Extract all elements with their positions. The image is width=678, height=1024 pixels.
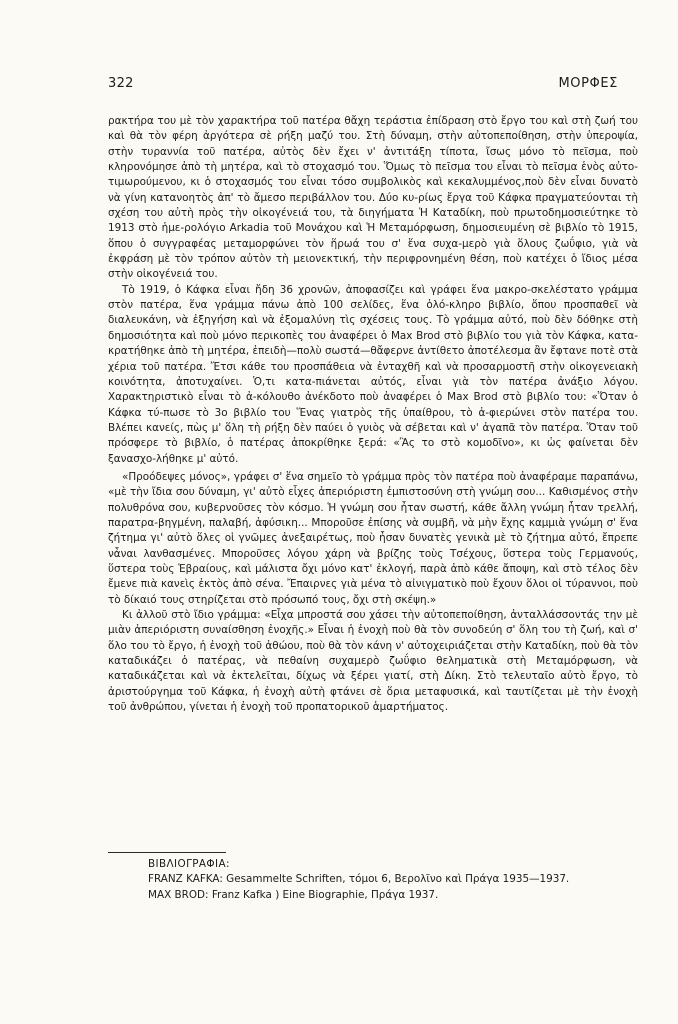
bibliography [108, 852, 638, 903]
paragraph-1: ρακτήρα του μὲ τὸν χαρακτήρα τοῦ πατέρα θἄχη τεράστια ἐπίδραση στὸ ἔργο του καὶ στὴ ζωή του καὶ θὰ τὸν φέρη ἀργότερα σὲ ρήξη μαζύ του. Στὴ δύναμη, στὴν αὐτοπεποίθηση, στὴν ὑπεροψία, στὴν τυραννία τοῦ πατέρα, αὐτὸς δὲν ἔχει ν' ἀντιτάξη τίποτα, ἴσως μόνο τὸ πεῖσμα, ποὺ κληρονόμησε ἀπὸ τὴ μητέρα, καὶ τὸ στοχασμό του. Ὅμως τὸ πεῖσμα του εἶναι τὸ πεῖσμα ἑνὸς αὐτο-τιμωρούμενου, κι ὁ στοχασμός του εἶναι τόσο συμβολικὸς καὶ κεκαλυμμένος,ποὺ δὲν εἶναι δυνατὸ νὰ γίνη κατανοητὸς ἀπ' τὸ ἄμεσο περιβάλλον του. Δύο κυ-ρίως ἔργα τοῦ Κάφκα πραγματεύονται τὴ σχέση του αὐτὴ πρὸς τὴν οἰκογένειά του, τὰ διηγήματα Ἡ Καταδίκη, ποὺ πρωτοδημοσιεύτηκε τὸ 1913 στὸ ἡμε-ρολόγιο Arkadia τοῦ Μονάχου καὶ Ἡ Μεταμόρφωση, δημοσιευμένη σὲ βιβλίο τὸ 1915, ὅπου ὁ συγγραφέας μεταμορφώνει τὸν ἥρωά του σ' ἕνα συχα-μερὸ γιὰ ὅλους ζωΰφιο, γιὰ νὰ ἐκφράση μὲ τὸν τρόπον αὐτὸν τὴ μειονεκτική, τὴν περιφρονημένη θέση, ποὺ κατέχει ὁ ἴδιος μέσα στὴν οἰκογένειά του. [108, 115, 638, 281]
running-title: ΜΟΡΦΕΣ [558, 76, 618, 91]
bibliography-entry-2: MAX BROD: Franz Kafka ) Eine Biographie, Πράγα 1937. [148, 888, 439, 901]
paragraph-4: Κι ἀλλοῦ στὸ ἴδιο γράμμα: «Εἶχα μπροστά σου χάσει τὴν αὐτοπεποίθηση, ἀνταλλάσσοντάς την μὲ μιὰν ἀπεριόριστη συναίσθηση ἐνοχῆς.» Εἶναι ἡ ἐνοχὴ ποὺ θὰ τὸν συνοδεύη σ' ὅλη του τὴ ζωή, καὶ σ' ὅλο του τὸ ἔργο, ἡ ἐνοχὴ τοῦ ἀθώου, ποὺ θὰ τὸν κάνη ν' αὐτοχειριάζεται στὴν Καταδίκη, ποὺ θὰ τὸν καταδικάζει ὁ πατέρας, νὰ πεθαίνη συχαμερὸ ζωΰφιο θεληματικὰ στὴ Μεταμόρφωση, νὰ καταδικάζεται καὶ νὰ ἐκτελεῖται, δίχως νὰ ξέρει γιατί, στὴ Δίκη. Στὸ τελευταῖο αὐτὸ ἔργο, τὸ ἀριστούργημα τοῦ Κάφκα, ἡ ἐνοχὴ αὐτὴ φτάνει σὲ ὅρια μεταφυσικά, καὶ ταυτίζεται μὲ τὴν ἐνοχὴ τοῦ ἀνθρώπου, γίνεται ἡ ἐνοχὴ τοῦ προπατορικοῦ ἁμαρτήματος. [108, 609, 638, 714]
bibliography-divider [108, 852, 226, 853]
paragraph-3: «Προόδεψες μόνος», γράφει σ' ἕνα σημεῖο τὸ γράμμα πρὸς τὸν πατέρα ποὺ ἀναφέραμε παραπάνω, «μὲ τὴν ἴδια σου δύναμη, γι' αὐτὸ εἶχες ἀπεριόριστη ἐμπιστοσύνη στὴ γνώμη σου... Καθισμένος στὴν πολυθρόνα σου, κυβερνοῦσες τὸν κόσμο. Ἡ γνώμη σου ἦταν σωστή, κάθε ἄλλη γνώμη ἦταν τρελλή, παρατρα-βηγμένη, παλαβή, ἀφύσικη... Μποροῦσε ἐπίσης νὰ συμβῆ, νὰ μὴν ἔχης καμμιὰ γνώμη σ' ἕνα ζήτημα γι' αὐτὸ ὅλες οἱ γνῶμες ἀνεξαιρέτως, ποὺ ἦσαν δυνατὲς γενικὰ μὲ τὸ ζήτημα αὐτό, ἔπρεπε νἆναι λανθασμένες. Μποροῦσες λόγου χάρη νὰ βρίζης τοὺς Τσέχους, ὕστερα τοὺς Γερμανούς, ὕστερα τοὺς Ἑβραίους, καὶ μάλιστα ὄχι μόνο κατ' ἐκλογή, παρὰ ἀπὸ κάθε ἄποψη, καὶ στὸ τέλος δὲν ἔμενε πιὰ κανεὶς ἐκτὸς ἀπὸ σένα. Ἔπαιρνες γιὰ μένα τὸ αἰνιγματικὸ ποὺ ἔχουν ὅλοι οἱ τύραννοι, ποὺ τὸ δίκαιό τους στηρίζεται στὸ πρόσωπό τους, ὄχι στὴ σκέψη.» [108, 470, 638, 606]
bibliography-entry-1: FRANZ KAFKA: Gesammelte Schriften, τόμοι 6, Βερολῖνο καὶ Πράγα 1935—1937. [148, 873, 570, 886]
paragraph-2: Τὸ 1919, ὁ Κάφκα εἶναι ἤδη 36 χρονῶν, ἀποφασίζει καὶ γράφει ἕνα μακρο-σκελέστατο γράμμα στὸν πατέρα, ἕνα γράμμα πάνω ἀπὸ 100 σελίδες, ἕνα ὁλό-κληρο βιβλίο, ὅπου προσπαθεῖ νὰ διαλευκάνη, νὰ ἐξηγήση καὶ νὰ ἐξομαλύνη τὶς σχέσεις τους. Τὸ γράμμα αὐτό, ποὺ δὲν δόθηκε στὴ δημοσιότητα καὶ ποὺ μόνο περικοπὲς του ἀναφέρει ὁ Max Brod στὸ βιβλίο του γιὰ τὸν Κάφκα, κατα-κρατήθηκε ἀπὸ τὴ μητέρα, ἐπειδὴ—πολὺ σωστά—θἄφερνε ἀντίθετο ἀποτέλεσμα ἂν ἔφτανε ποτὲ στὰ χέρια τοῦ πατέρα. Ἔτσι κάθε του προσπάθεια νὰ ἐνταχθῆ καὶ νὰ προσαρμοστῆ στὴν οἰκογενειακὴ κοινότητα, ἀποτυχαίνει. Ὁ,τι κατα-πιάνεται αὐτός, εἶναι γιὰ τὸν πατέρα ἀνάξιο λόγου. Χαρακτηριστικὸ εἶναι τὸ ἀ-κόλουθο ἀνέκδοτο ποὺ ἀναφέρει ὁ Max Brod στὸ βιβλίο του: «Ὅταν ὁ Κάφκα τύ-πωσε τὸ 3ο βιβλίο του Ἕνας γιατρὸς τῆς ὑπαίθρου, τὸ ἀ-φιερώνει στὸν πατέρα του. Βλέπει κανείς, πὼς μ' ὅλη τὴ ρήξη δὲν παύει ὁ γυιὸς νὰ σέβεται καὶ ν' ἀγαπᾶ τὸν πατέρα. Ὅταν τοῦ πρόσφερε τὸ βιβλίο, ὁ πατέρας ἀποκρίθηκε ξερά: «Ἂς το στὸ κομοδῖνο», κι ὡς φαίνεται δὲν ξανασχο-λήθηκε μ' αὐτό. [108, 283, 638, 465]
page-number: 322 [108, 76, 134, 91]
page-header [108, 76, 618, 96]
article-body [108, 114, 638, 715]
bibliography-title: ΒΙΒΛΙΟΓΡΑΦΙΑ: [148, 858, 230, 870]
